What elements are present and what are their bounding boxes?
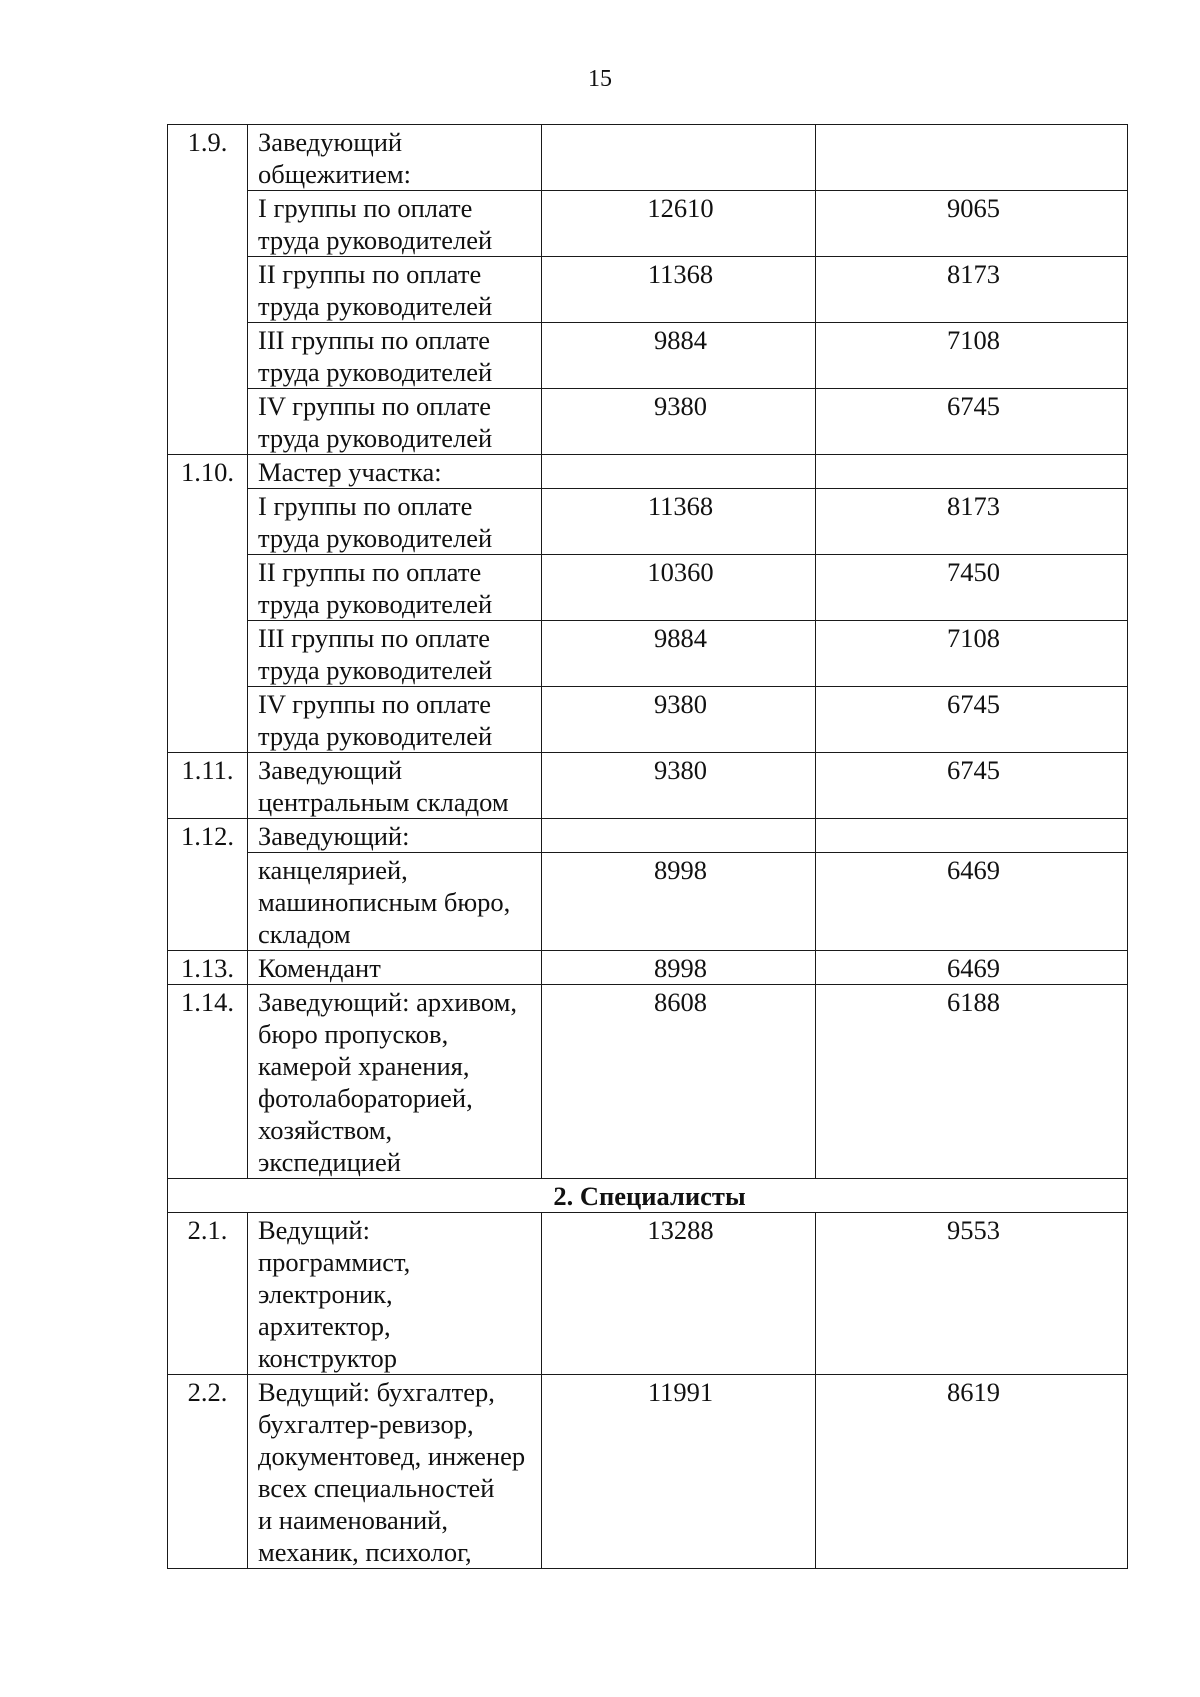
value-col1: 9380 [542,389,816,455]
value-col2: 7108 [816,323,1128,389]
value-col2: 6745 [816,389,1128,455]
value-col2: 8173 [816,489,1128,555]
table-row [168,985,1128,1179]
table-row [168,951,1128,985]
value-col2: 6469 [816,951,1128,985]
table-row [168,621,1128,687]
item-code: 1.10. [168,455,248,753]
page-number: 15 [588,66,612,92]
value-col1: 9884 [542,621,816,687]
table-row [168,853,1128,951]
item-code: 2.1. [168,1213,248,1375]
item-label: II группы по оплате труда руководителей [248,257,542,323]
table-row [168,323,1128,389]
item-code: 2.2. [168,1375,248,1569]
table-row [168,753,1128,819]
item-code: 1.13. [168,951,248,985]
table-row [168,455,1128,489]
value-col1: 8998 [542,853,816,951]
value-col2: 6188 [816,985,1128,1179]
table-row [168,191,1128,257]
item-title: Заведующий: [248,819,542,853]
item-code: 1.9. [168,125,248,455]
value-col1: 10360 [542,555,816,621]
item-label: Заведующий центральным складом [248,753,542,819]
item-label: I группы по оплате труда руководителей [248,191,542,257]
value-col2: 6469 [816,853,1128,951]
item-label: III группы по оплате труда руководителей [248,621,542,687]
value-col2: 8173 [816,257,1128,323]
item-label: III группы по оплате труда руководителей [248,323,542,389]
value-col1: 8608 [542,985,816,1179]
item-label: IV группы по оплате труда руководителей [248,389,542,455]
table-row [168,389,1128,455]
item-code: 1.11. [168,753,248,819]
table-row [168,125,1128,191]
table-row [168,687,1128,753]
item-label: Комендант [248,951,542,985]
value-col1: 9380 [542,753,816,819]
item-code: 1.14. [168,985,248,1179]
table-row [168,555,1128,621]
item-label: Ведущий: программист, электроник, архитектор, конструктор [248,1213,542,1375]
section-row [168,1179,1128,1213]
item-label: IV группы по оплате труда руководителей [248,687,542,753]
value-col2: 6745 [816,687,1128,753]
item-label: Ведущий: бухгалтер, бухгалтер-ревизор, документовед, инженер всех специальностей и наименований, механик, психолог, [248,1375,542,1569]
salary-table [167,124,1128,1569]
value-col1: 9380 [542,687,816,753]
value-col2: 9553 [816,1213,1128,1375]
value-col1: 13288 [542,1213,816,1375]
table-row [168,819,1128,853]
table-row [168,1213,1128,1375]
item-title: Заведующий общежитием: [248,125,542,191]
value-col1: 11991 [542,1375,816,1569]
value-col1: 11368 [542,257,816,323]
section-heading: 2. Специалисты [168,1179,1128,1213]
item-title: Мастер участка: [248,455,542,489]
value-col2: 7108 [816,621,1128,687]
item-label: I группы по оплате труда руководителей [248,489,542,555]
item-code: 1.12. [168,819,248,951]
table-row [168,257,1128,323]
value-col2: 8619 [816,1375,1128,1569]
table-row [168,1375,1128,1569]
value-col2: 6745 [816,753,1128,819]
value-col1: 12610 [542,191,816,257]
table-row [168,489,1128,555]
item-label: канцелярией, машинописным бюро, складом [248,853,542,951]
value-col2: 9065 [816,191,1128,257]
value-col1: 8998 [542,951,816,985]
item-label: Заведующий: архивом, бюро пропусков, камерой хранения, фотолабораторией, хозяйством, экспедицией [248,985,542,1179]
value-col1: 9884 [542,323,816,389]
value-col1: 11368 [542,489,816,555]
value-col2: 7450 [816,555,1128,621]
item-label: II группы по оплате труда руководителей [248,555,542,621]
